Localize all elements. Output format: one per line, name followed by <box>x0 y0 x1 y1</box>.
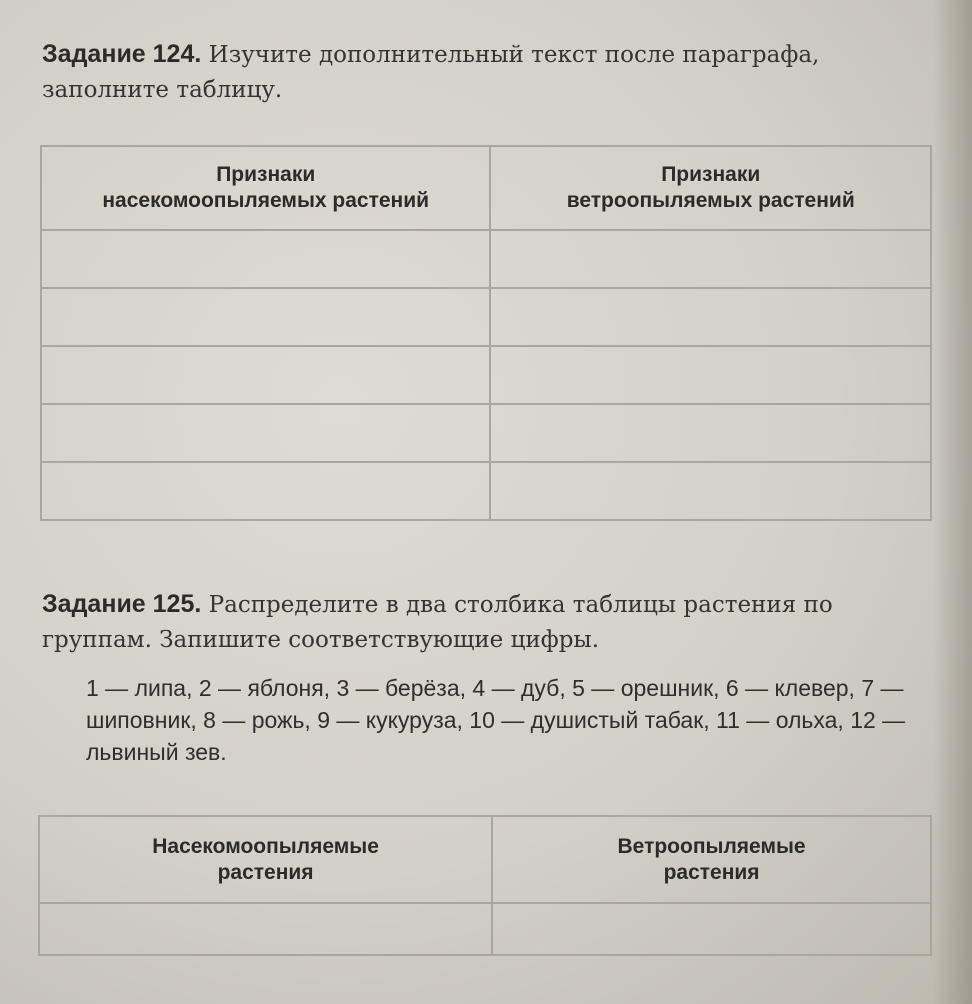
header-line: Насекомоопыляемые <box>152 834 379 858</box>
empty-cell[interactable] <box>41 346 490 404</box>
task-124-table <box>40 145 932 521</box>
empty-cell[interactable] <box>490 288 931 346</box>
insect-pollinated-traits-header <box>41 146 490 230</box>
empty-cell[interactable] <box>490 346 931 404</box>
header-line: растения <box>663 860 760 884</box>
task-124-heading <box>42 37 942 108</box>
table-row <box>39 903 931 955</box>
table-row <box>41 230 931 288</box>
header-line: Ветроопыляемые <box>617 834 806 858</box>
table-header-row <box>41 146 931 230</box>
header-line: Признаки <box>661 163 761 186</box>
table-row <box>41 346 931 404</box>
plants-list: 1 — липа, 2 — яблоня, 3 — берёза, 4 — дуб, 5 — орешник, 6 — клевер, 7 — шиповник, 8 — рожь, 9 — кукуруза, 10 — душистый табак, 11 — ольха, 12 — львиный зев. <box>86 675 906 765</box>
task-125-heading <box>42 587 942 658</box>
empty-cell[interactable] <box>490 462 931 520</box>
task-124-number: Задание 124. <box>42 40 202 68</box>
table-row <box>41 404 931 462</box>
page-shadow <box>932 0 972 1004</box>
header-line: насекомоопыляемых растений <box>102 189 430 212</box>
wind-pollinated-header <box>492 816 931 903</box>
task-124-text: Изучите дополнительный текст после параграфа, заполните таблицу. <box>42 42 820 103</box>
table-row <box>41 288 931 346</box>
task-125-number: Задание 125. <box>42 590 202 618</box>
empty-cell[interactable] <box>490 230 931 288</box>
empty-cell[interactable] <box>41 230 490 288</box>
header-line: растения <box>217 860 314 884</box>
empty-cell[interactable] <box>39 903 492 955</box>
insect-pollinated-header <box>39 816 492 903</box>
header-line: Признаки <box>216 163 316 186</box>
task-125-table <box>38 815 932 956</box>
table-row <box>41 462 931 520</box>
empty-cell[interactable] <box>492 903 931 955</box>
empty-cell[interactable] <box>490 404 931 462</box>
empty-cell[interactable] <box>41 288 490 346</box>
table-header-row <box>39 816 931 903</box>
header-line: ветроопыляемых растений <box>566 189 855 212</box>
empty-cell[interactable] <box>41 462 490 520</box>
wind-pollinated-traits-header <box>490 146 931 230</box>
empty-cell[interactable] <box>41 404 490 462</box>
task-125-text: Распределите в два столбика таблицы растения по группам. Запишите соответствующие цифры. <box>42 592 833 653</box>
